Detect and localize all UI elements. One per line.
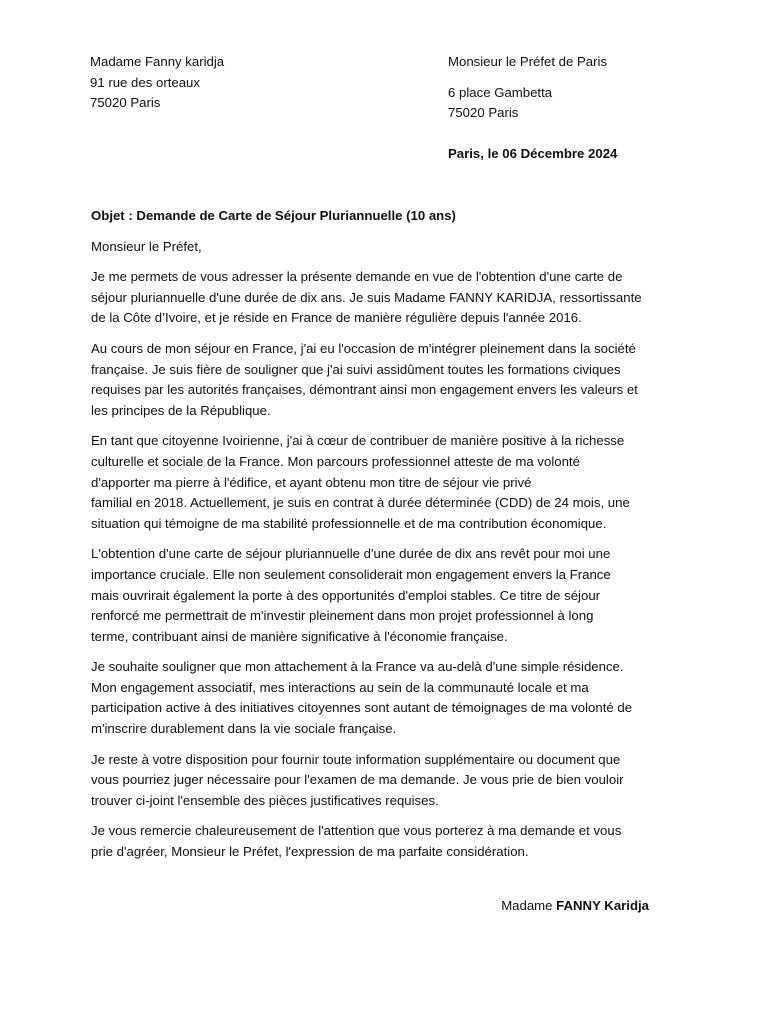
paragraph-line: Je reste à votre disposition pour fournir toute information supplémentaire ou document que [91,751,621,767]
recipient-street: 6 place Gambetta [448,84,553,100]
paragraph-line: Je souhaite souligner que mon attachement à la France va au-delà d'une simple résidence. [91,659,624,675]
paragraph-line: Je me permets de vous adresser la présente demande en vue de l'obtention d'une carte de [91,269,623,285]
paragraph-line: trouver ci-joint l'ensemble des pièces justificatives requises. [91,792,439,808]
paragraph-line: situation qui témoigne de ma stabilité professionnelle et de ma contribution économique. [91,515,607,531]
paragraph-line: Au cours de mon séjour en France, j'ai eu l'occasion de m'intégrer pleinement dans la société [91,340,636,356]
recipient-city: 75020 Paris [448,105,519,121]
paragraph-line: requises par les autorités françaises, démontrant ainsi mon engagement envers les valeurs et [91,382,638,398]
paragraph-line: d'apporter ma pierre à l'édifice, et ayant obtenu mon titre de séjour vie privé [91,474,532,490]
paragraph-line: familial en 2018. Actuellement, je suis en contrat à durée déterminée (CDD) de 24 mois, une [91,495,630,511]
paragraph-line: importance cruciale. Elle non seulement consoliderait mon engagement envers la France [91,566,611,582]
body-paragraph [91,339,679,421]
body-paragraph [91,267,679,329]
paragraph-line: séjour pluriannuelle d'une durée de dix ans. Je suis Madame FANNY KARIDJA, ressortissante [91,289,642,305]
signature-prefix: Madame [501,898,557,913]
paragraph-line: L'obtention d'une carte de séjour pluriannuelle d'une durée de dix ans revêt pour moi une [91,546,611,562]
paragraph-line: vous pourriez juger nécessaire pour l'examen de ma demande. Je vous prie de bien vouloir [91,772,624,788]
body-paragraphs [91,267,679,862]
recipient-address [448,52,607,124]
sender-address [90,52,224,114]
date-line: Paris, le 06 Décembre 2024 [448,146,618,161]
paragraph-line: française. Je suis fière de souligner que j'ai suivi assidûment toutes les formations civiques [91,361,621,377]
sender-street: 91 rue des orteaux [90,74,200,90]
paragraph-line: m'inscrire durablement dans la vie sociale française. [91,721,397,737]
paragraph-line: culturelle et sociale de la France. Mon parcours professionnel atteste de ma volonté [91,453,580,469]
paragraph-line: prie d'agréer, Monsieur le Préfet, l'expression de ma parfaite considération. [91,844,529,860]
paragraph-line: Je vous remercie chaleureusement de l'attention que vous porterez à ma demande et vous [91,823,622,839]
body-paragraph [91,750,679,812]
signature-name: FANNY Karidja [556,898,649,913]
body-paragraph [91,431,679,534]
signature [501,896,649,917]
salutation: Monsieur le Préfet, [91,238,202,254]
subject-line: Objet : Demande de Carte de Séjour Pluriannuelle (10 ans) [91,208,456,223]
paragraph-line: Mon engagement associatif, mes interactions au sein de la communauté locale et ma [91,679,589,695]
paragraph-line: les principes de la République. [91,402,271,418]
recipient-title: Monsieur le Préfet de Paris [448,54,608,69]
body-paragraph [91,544,679,647]
sender-city: 75020 Paris [90,95,161,111]
paragraph-line: En tant que citoyenne Ivoirienne, j'ai à cœur de contribuer de manière positive à la richesse [91,433,625,449]
body-paragraph [91,821,679,862]
sender-name: Madame Fanny karidja [90,54,225,69]
paragraph-line: renforcé me permettrait de m'investir pleinement dans mon projet professionnel à long [91,608,594,624]
paragraph-line: de la Côte d’Ivoire, et je réside en France de manière régulière depuis l'année 2016. [91,310,582,326]
paragraph-line: participation active à des initiatives citoyennes sont autant de témoignages de ma volonté de [91,700,633,716]
body-paragraph [91,657,679,739]
letter-body [91,206,679,873]
paragraph-line: mais ouvrirait également la porte à des opportunités d'emploi stables. Ce titre de séjour [91,587,601,603]
recipient-spacer [448,73,607,83]
paragraph-line: terme, contribuant ainsi de manière significative à l'économie française. [91,628,508,644]
